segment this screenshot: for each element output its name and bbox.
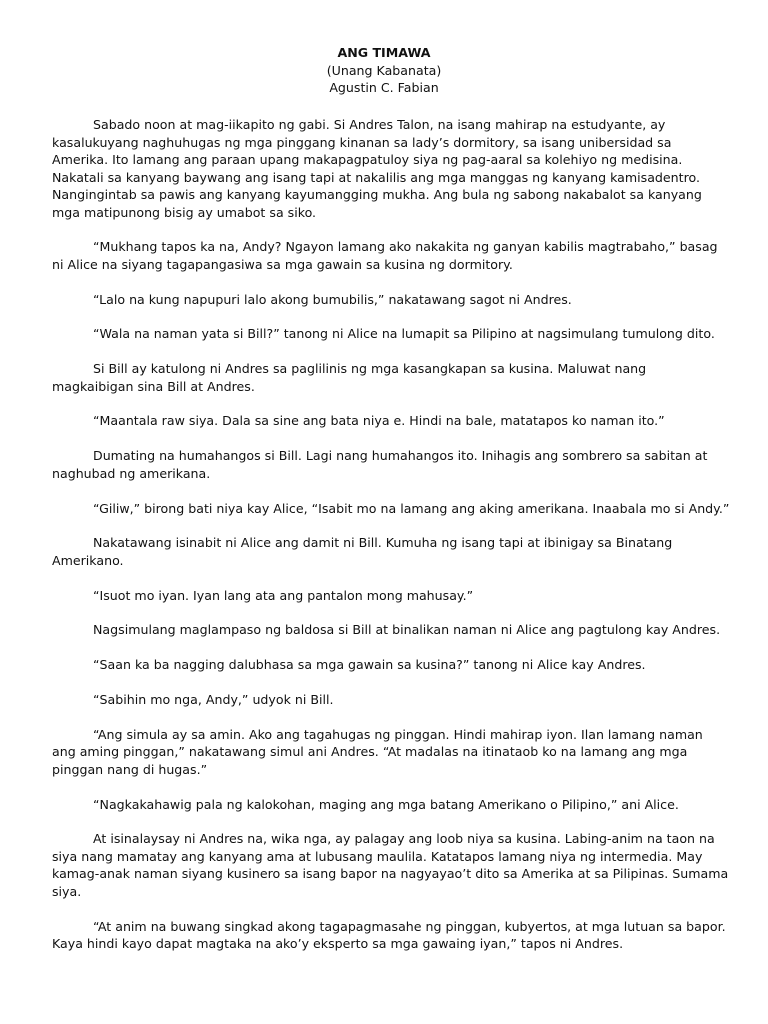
paragraph: “Isuot mo iyan. Iyan lang ata ang pantalon mong mahusay.” (93, 587, 474, 603)
author-name: Agustin C. Fabian (329, 80, 439, 95)
paragraph: Si Bill ay katulong ni Andres sa paglilinis ng mga kasangkapan sa kusina. Maluwat nang magkaibigan sina Bill at Andres. (52, 361, 647, 394)
paragraph: “Saan ka ba nagging dalubhasa sa mga gawain sa kusina?” tanong ni Alice kay Andres. (93, 657, 646, 673)
paragraph: “At anim na buwang singkad akong tagapagmasahe ng pinggan, kubyertos, at mga lutuan sa bapor. Kaya hindi kayo dapat magtaka na ako’y eksperto sa mga gawaing iyan,” tapos ni Andres. (52, 918, 726, 952)
paragraph: “Giliw,” birong bati niya kay Alice, “Isabit mo na lamang ang aking amerikana. Inaabala mo si Andy.” (93, 500, 730, 516)
paragraph: “Sabihin mo nga, Andy,” udyok ni Bill. (93, 692, 334, 708)
story-body (52, 116, 730, 970)
paragraph: “Lalo na kung napupuri lalo akong bumubilis,” nakatawang sagot ni Andres. (93, 291, 572, 307)
paragraph: Nakatawang isinabit ni Alice ang damit ni Bill. Kumuha ng isang tapi at ibinigay sa Binatang Amerikano. (52, 535, 673, 568)
paragraph: Dumating na humahangos si Bill. Lagi nang humahangos ito. Inihagis ang sombrero sa sabitan at naghubad ng amerikana. (52, 448, 708, 481)
paragraph: “Mukhang tapos ka na, Andy? Ngayon lamang ako nakakita ng ganyan kabilis magtrabaho,” basag ni Alice na siyang tagapangasiwa sa mga gawain sa kusina ng dormitory. (52, 239, 718, 272)
paragraph: “Nagkakahawig pala ng kalokohan, maging ang mga batang Amerikano o Pilipino,” ani Alice. (93, 796, 679, 812)
paragraph: “Maantala raw siya. Dala sa sine ang bata niya e. Hindi na bale, matatapos ko naman ito.” (93, 413, 665, 429)
paragraph: At isinalaysay ni Andres na, wika nga, ay palagay ang loob niya sa kusina. Labing-anim na taon na siya nang mamatay ang kanyang ama at lubusang maulila. Katatapos lamang niya ng intermedia. May kamag-anak naman siyang kusinero sa isang bapor na nagyayao’t dito sa Amerika at sa Pilipinas. Sumama siya. (52, 831, 729, 899)
paragraph: “Wala na naman yata si Bill?” tanong ni Alice na lumapit sa Pilipino at nagsimulang tumulong dito. (93, 326, 715, 342)
paragraph: “Ang simula ay sa amin. Ako ang tagahugas ng pinggan. Hindi mahirap iyon. Ilan lamang naman ang aming pinggan,” nakatawang simul ani Andres. “At madalas na itinataob ko na lamang ang mga pinggan nang di hugas.” (52, 726, 703, 777)
story-title: ANG TIMAWA (337, 45, 431, 60)
chapter-subtitle: (Unang Kabanata) (326, 62, 442, 78)
paragraph: Sabado noon at mag-iikapito ng gabi. Si Andres Talon, na isang mahirap na estudyante, ay kasalukuyang naghuhugas ng mga pinggang kinanan sa lady’s dormitory, sa isang unibersidad sa Amerika. Ito lamang ang paraan upang makapagpatuloy siya ng pag-aaral sa kolehiyo ng medisina. Nakatali sa kanyang baywang ang isang tapi at nakalilis ang mga manggas ng kanyang kamisadentro. Nangingintab sa pawis ang kanyang kayumangging mukha. Ang bula ng sabong nakabalot sa kanyang mga matipunong bisig ay umabot sa siko. (52, 117, 702, 220)
paragraph: Nagsimulang maglampaso ng baldosa si Bill at binalikan naman ni Alice ang pagtulong kay Andres. (93, 622, 721, 638)
document-header (0, 44, 768, 97)
